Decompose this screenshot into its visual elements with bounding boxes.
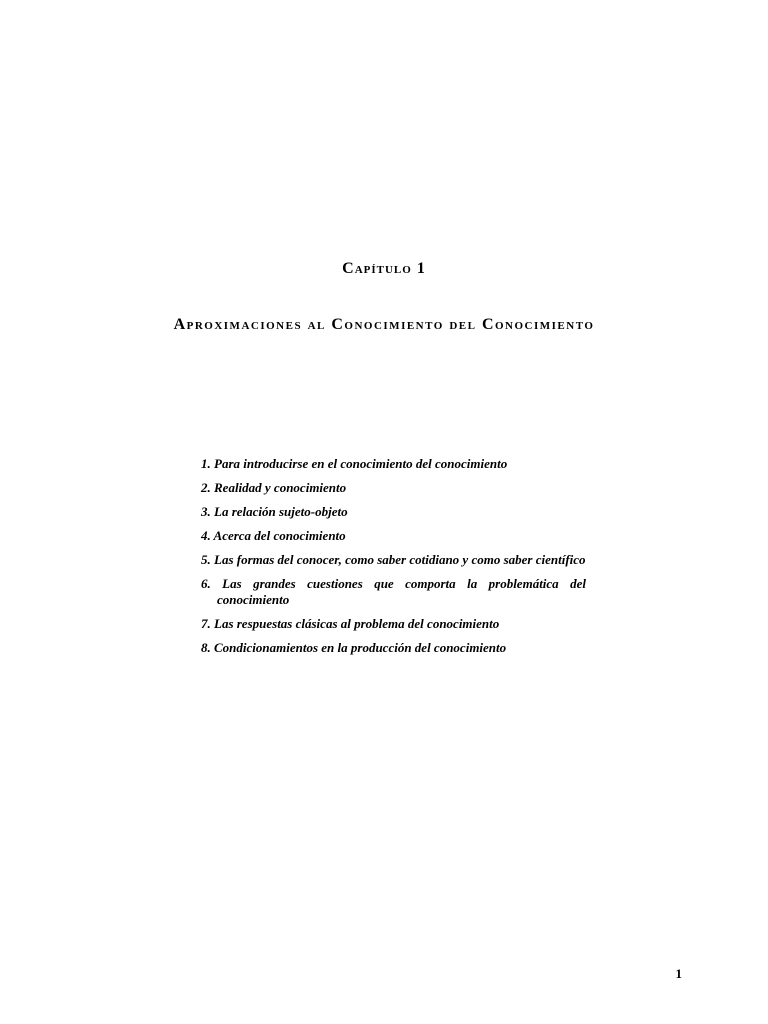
table-of-contents xyxy=(201,456,586,664)
chapter-title: Aproximaciones al Conocimiento del Conocimiento xyxy=(173,316,595,333)
page-number: 1 xyxy=(675,966,682,981)
toc-item: 4. Acerca del conocimiento xyxy=(201,528,346,543)
chapter-label: Capítulo 1 xyxy=(342,260,426,277)
toc-item: 1. Para introducirse en el conocimiento del conocimiento xyxy=(201,456,508,471)
toc-item: 8. Condicionamientos en la producción del conocimiento xyxy=(201,640,507,655)
toc-item: 7. Las respuestas clásicas al problema del conocimiento xyxy=(201,616,500,631)
toc-item: 2. Realidad y conocimiento xyxy=(201,480,347,495)
toc-item: 3. La relación sujeto-objeto xyxy=(201,504,348,519)
toc-item: 5. Las formas del conocer, como saber cotidiano y como saber científico xyxy=(201,552,586,567)
toc-item: 6. Las grandes cuestiones que comporta la problemática del conocimiento xyxy=(201,576,586,607)
